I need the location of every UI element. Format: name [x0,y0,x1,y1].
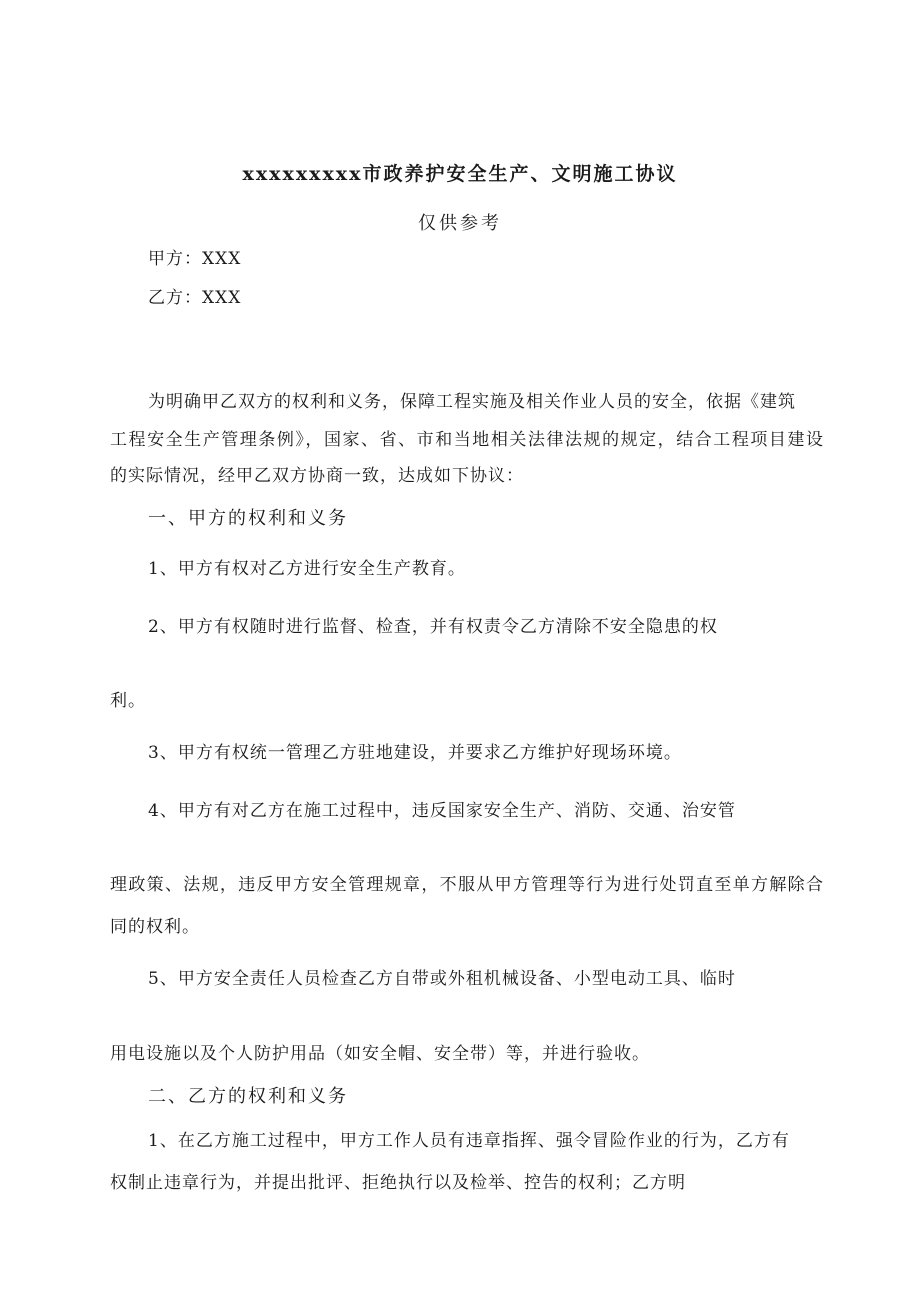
clause-line: 4、甲方有对乙方在施工过程中，违反国家安全生产、消防、交通、治安管 [148,801,736,821]
document-subtitle: 仅供参考 [418,213,502,234]
party-b: 乙方：XXX [148,288,242,308]
clause-line: 1、甲方有权对乙方进行安全生产教育。 [148,559,466,579]
clause-line: 同的权利。 [110,917,200,937]
clause-line: 权制止违章行为，并提出批评、拒绝执行以及检举、控告的权利；乙方明 [110,1173,686,1193]
intro-line: 的实际情况，经甲乙双方协商一致，达成如下协议： [110,466,524,486]
clause-line: 1、在乙方施工过程中，甲方工作人员有违章指挥、强令冒险作业的行为，乙方有 [148,1131,790,1151]
clause-line: 理政策、法规，违反甲方安全管理规章，不服从甲方管理等行为进行处罚直至单方解除合 [110,875,824,895]
clause-line: 利。 [110,691,146,711]
document-title: xxxxxxxxx市政养护安全生产、文明施工协议 [242,163,678,185]
intro-line: 工程安全生产管理条例》，国家、省、市和当地相关法律法规的规定，结合工程项目建设 [110,430,824,450]
intro-line: 为明确甲乙双方的权利和义务，保障工程实施及相关作业人员的安全，依据《建筑 [148,392,796,412]
clause-line: 5、甲方安全责任人员检查乙方自带或外租机械设备、小型电动工具、临时 [148,969,736,989]
clause-line: 3、甲方有权统一管理乙方驻地建设，并要求乙方维护好现场环境。 [148,743,682,763]
section-heading: 一、甲方的权利和义务 [148,508,348,529]
party-a: 甲方：XXX [148,249,242,269]
section-heading: 二、乙方的权利和义务 [148,1086,348,1107]
clause-line: 2、甲方有权随时进行监督、检查，并有权责令乙方清除不安全隐患的权 [148,617,718,637]
clause-line: 用电设施以及个人防护用品（如安全帽、安全带）等，并进行验收。 [110,1044,650,1064]
